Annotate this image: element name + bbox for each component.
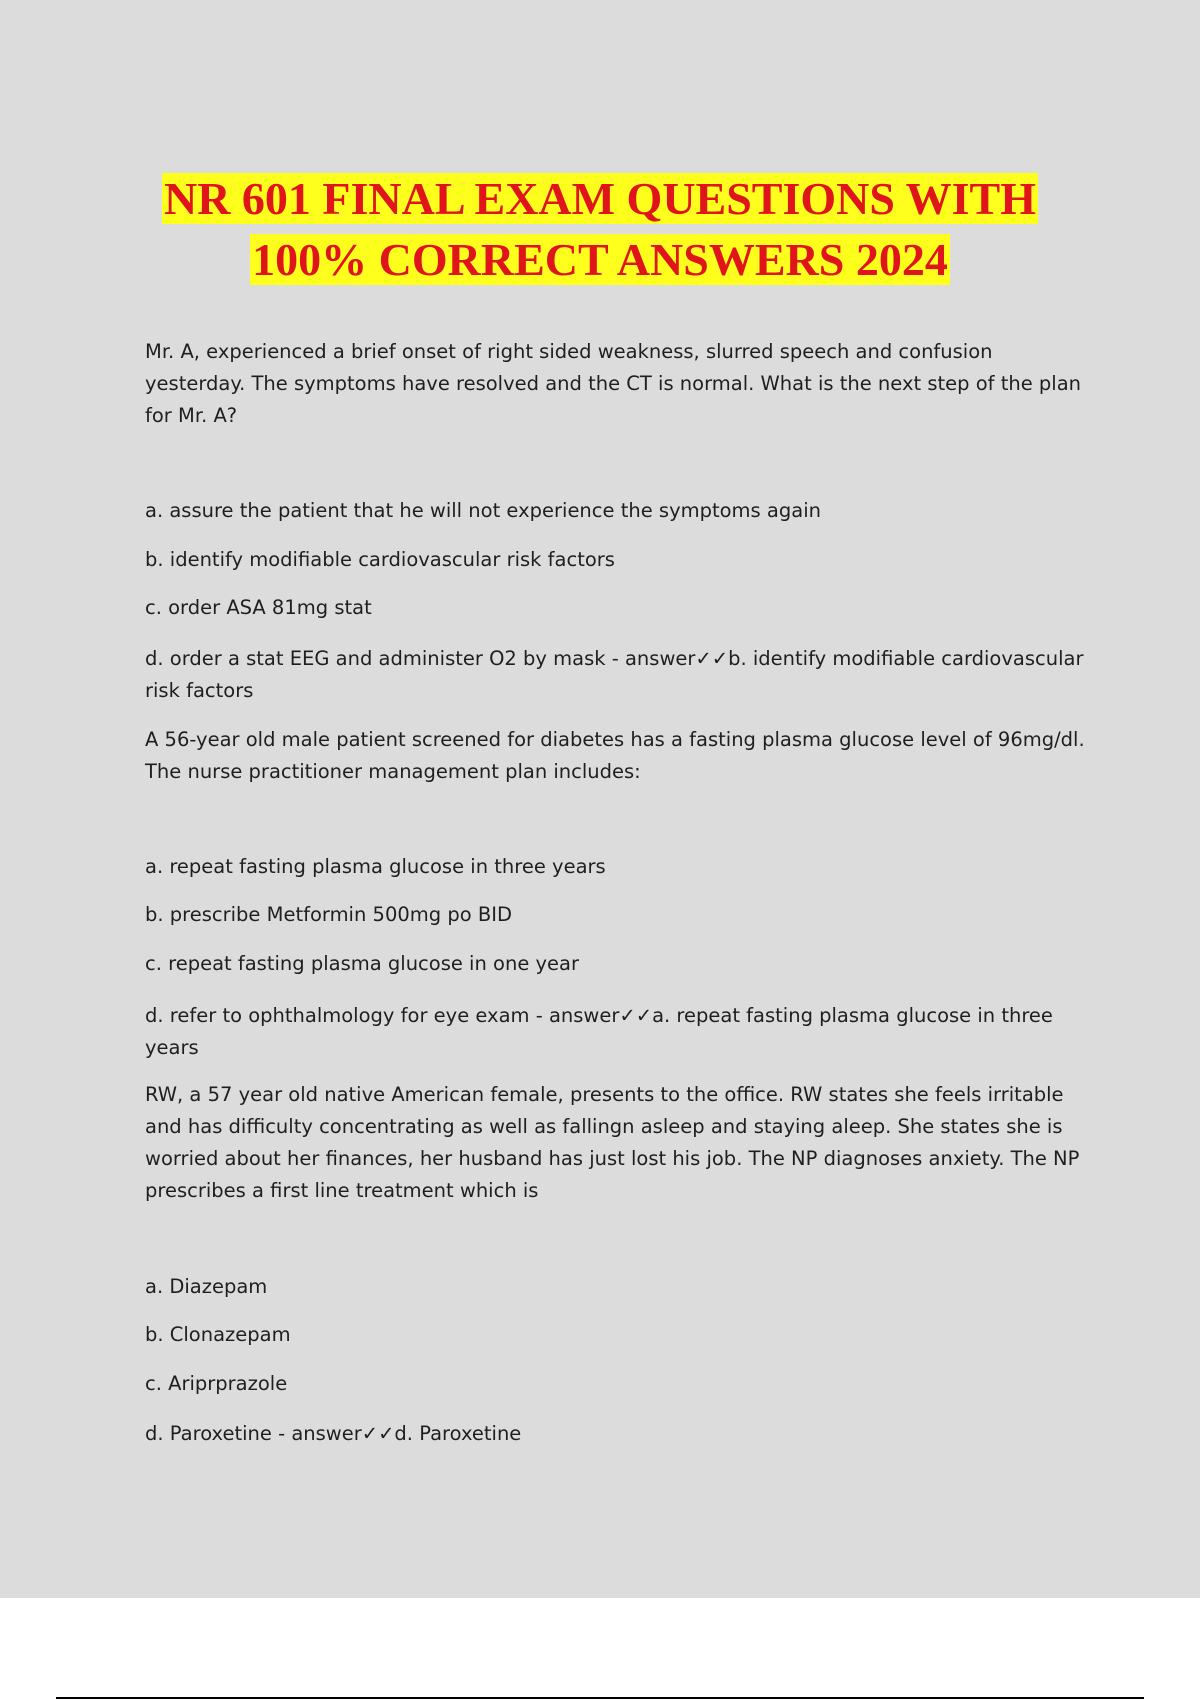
question-stem: A 56-year old male patient screened for diabetes has a fasting plasma glucose level of 96mg/dl. The nurse practitioner management plan includes: — [145, 728, 1085, 783]
document-title — [0, 168, 1200, 290]
option-c: c. order ASA 81mg stat — [145, 596, 372, 619]
question-1 — [145, 336, 1095, 432]
question-3 — [145, 1079, 1095, 1207]
option-list — [145, 851, 1095, 883]
option-c: c. repeat fasting plasma glucose in one year — [145, 952, 580, 975]
option-c: c. Ariprprazole — [145, 1372, 288, 1395]
option-d-answer: d. order a stat EEG and administer O2 by mask - answer✓✓b. identify modifiable cardiovascular risk factors — [145, 647, 1084, 702]
question-stem: RW, a 57 year old native American female, presents to the office. RW states she feels irritable and has difficulty concentrating as well as fallingn asleep and staying aleep. She states she is worried about her finances, her husband has just lost his job. The NP diagnoses anxiety. The NP prescribes a first line treatment which is — [145, 1083, 1080, 1202]
option-list — [145, 1000, 1095, 1064]
option-list — [145, 495, 1095, 527]
option-list — [145, 1271, 1095, 1303]
option-d-answer: d. refer to ophthalmology for eye exam - answer✓✓a. repeat fasting plasma glucose in three years — [145, 1004, 1053, 1059]
option-list — [145, 544, 1095, 576]
title-line-2: 100% CORRECT ANSWERS 2024 — [252, 234, 948, 285]
option-b: b. Clonazepam — [145, 1323, 291, 1346]
option-list — [145, 643, 1095, 707]
option-b: b. identify modifiable cardiovascular risk factors — [145, 548, 615, 571]
option-list — [145, 1418, 1095, 1450]
option-list — [145, 1368, 1095, 1400]
option-list — [145, 948, 1095, 980]
question-2 — [145, 724, 1095, 788]
option-list — [145, 592, 1095, 624]
option-a: a. Diazepam — [145, 1275, 268, 1298]
footer-divider — [56, 1697, 1144, 1699]
option-a: a. assure the patient that he will not experience the symptoms again — [145, 499, 821, 522]
title-line-1: NR 601 FINAL EXAM QUESTIONS WITH — [163, 173, 1037, 224]
option-list — [145, 1319, 1095, 1351]
option-b: b. prescribe Metformin 500mg po BID — [145, 903, 512, 926]
option-a: a. repeat fasting plasma glucose in three years — [145, 855, 606, 878]
option-list — [145, 899, 1095, 931]
question-stem: Mr. A, experienced a brief onset of right sided weakness, slurred speech and confusion yesterday. The symptoms have resolved and the CT is normal. What is the next step of the plan for Mr. A? — [145, 340, 1082, 427]
option-d-answer: d. Paroxetine - answer✓✓d. Paroxetine — [145, 1422, 522, 1445]
